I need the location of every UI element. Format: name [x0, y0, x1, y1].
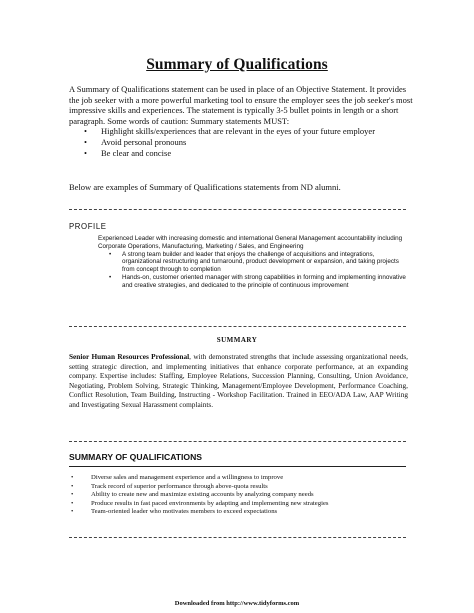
dashed-divider [69, 537, 406, 538]
bullet-icon: • [71, 482, 74, 490]
footer-prefix: Downloaded from [174, 600, 227, 607]
intro-bullet-item: • Be clear and concise [84, 147, 172, 158]
qualification-item: • Team-oriented leader who motivates members to exceed expectations [71, 508, 278, 515]
intro-bullet-list [69, 126, 414, 158]
qualifications-list [69, 474, 414, 517]
summary-text: , with demonstrated strengths that include assessing organizational needs, setting strategic direction, and implementing initiatives that enhance corporate performance, at an expanding company. Expertise includes: Staffing, Employee Relations, Succession Planning, Consulting, Union Avoidance, Negotiating, Problem Solving, Strategic Thinking, Management/Employee Development, Performance Coaching, Conflict Resolution, Team Building, Instructing - Workshop Facilitation. Trained in EEO/ADA Law, AAP Writing and Investigating Sexual Harassment complaints. [69, 352, 409, 409]
intro-section [69, 84, 414, 158]
qualifications-heading: SUMMARY OF QUALIFICATIONS [69, 452, 203, 462]
bullet-icon: • [84, 136, 87, 147]
profile-bullet-item: • A strong team builder and leader that enjoys the challenge of acquisitions and integrations, organizational restructuring and turnaround, product development or expansion, and taking projects from concept through to completion [109, 250, 399, 274]
intro-bullet-item: • Avoid personal pronouns [84, 136, 187, 147]
summary-paragraph [69, 352, 408, 409]
footer-link[interactable]: http://www.tidyforms.com [226, 600, 300, 607]
intro-paragraph: A Summary of Qualifications statement can be used in place of an Objective Statement. It provides the job seeker with a more powerful marketing tool to ensure the employer sees the job seeker's most impressive skills and experiences. The statement is typically 3-5 bullet points in length or a short paragraph. Some words of caution: Summary statements MUST: [69, 84, 413, 126]
bullet-icon: • [109, 250, 112, 258]
summary-lead: Senior Human Resources Professional [69, 352, 190, 361]
heading-rule [69, 466, 406, 467]
bullet-icon: • [71, 491, 74, 498]
bullet-icon: • [71, 499, 74, 507]
bullet-icon: • [109, 273, 112, 281]
dashed-divider [69, 209, 406, 210]
dashed-divider [69, 441, 406, 442]
profile-text: Experienced Leader with increasing domestic and international General Management accountability including Corporate Operations, Manufacturing, Marketing / Sales, and Engineering [98, 235, 403, 250]
qualification-item: • Ability to create new and maximize existing accounts by analyzing company needs [71, 491, 314, 498]
qualification-item: • Diverse sales and management experience and a willingness to improve [71, 474, 284, 481]
profile-bullet-list [98, 251, 410, 290]
profile-section [98, 235, 410, 290]
intro-bullet-item: • Highlight skills/experiences that are relevant in the eyes of your future employer [84, 126, 376, 137]
summary-heading: SUMMARY [216, 336, 258, 344]
bullet-icon: • [71, 474, 74, 481]
profile-bullet-item: • Hands-on, customer oriented manager with strong capabilities in forming and implementing innovative and creative strategies, and dedicated to the principle of continuous improvement [109, 273, 406, 289]
dashed-divider [69, 326, 406, 327]
qualification-item: • Produce results in fast paced environments by adapting and implementing new strategies [71, 499, 329, 507]
bullet-icon: • [71, 508, 74, 515]
profile-heading: PROFILE [69, 222, 107, 231]
bullet-icon: • [84, 147, 87, 158]
bullet-icon: • [84, 126, 87, 137]
examples-intro: Below are examples of Summary of Qualifications statements from ND alumni. [69, 182, 341, 192]
page-title: Summary of Qualifications [146, 56, 328, 73]
footer [0, 600, 474, 607]
qualification-item: • Track record of superior performance through above-quota results [71, 482, 268, 490]
